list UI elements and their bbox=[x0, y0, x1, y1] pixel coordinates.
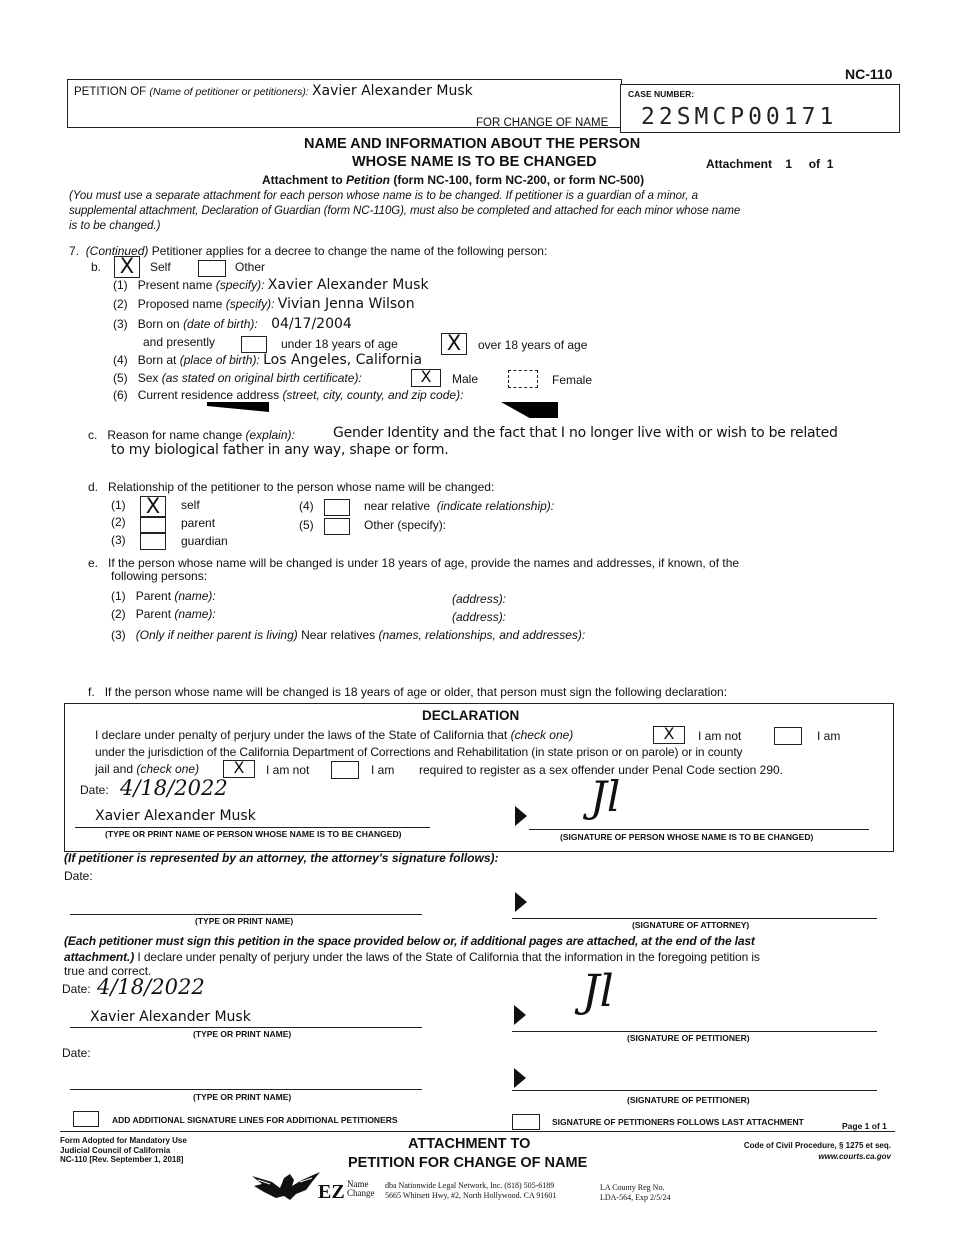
in-custody-checkbox[interactable] bbox=[774, 727, 802, 745]
parent2-row: (2) Parent (name): bbox=[111, 607, 216, 621]
relationship-guardian-checkbox[interactable] bbox=[140, 533, 166, 550]
petitioner-name-caption: (TYPE OR PRINT NAME) bbox=[193, 1029, 292, 1039]
parent2-address-label: (address): bbox=[452, 610, 507, 624]
not-sex-offender-label: I am not bbox=[266, 763, 310, 777]
reason-label: c. Reason for name change (explain): bbox=[88, 428, 295, 442]
declaration-name-caption: (TYPE OR PRINT NAME OF PERSON WHOSE NAME IS TO BE CHANGED) bbox=[105, 829, 402, 839]
declaration-printed-name[interactable]: Xavier Alexander Musk bbox=[95, 808, 256, 824]
instructions-line1: (You must use a separate attachment for each person whose name is to be changed. If petitioner is a guardian of a minor, a bbox=[69, 190, 699, 202]
petitioner-printed-name[interactable]: Xavier Alexander Musk bbox=[90, 1009, 251, 1025]
signature-follows-checkbox[interactable] bbox=[512, 1114, 540, 1130]
relationship-guardian-label: guardian bbox=[181, 534, 228, 548]
petitioner-date-value[interactable]: 4/18/2022 bbox=[97, 975, 205, 999]
relationship-parent-checkbox[interactable] bbox=[140, 516, 166, 533]
relationship-other-label: Other (specify): bbox=[364, 518, 447, 532]
declaration-signature[interactable]: Jl bbox=[590, 772, 621, 821]
relationship-self-label: self bbox=[181, 498, 200, 512]
parent1-address-label: (address): bbox=[452, 592, 507, 606]
reason-value-line1[interactable]: Gender Identity and the fact that I no longer live with or wish to be related bbox=[333, 425, 838, 441]
footer-divider bbox=[60, 1131, 895, 1132]
item7-b-label: b. bbox=[91, 260, 102, 274]
form-id: NC-110 bbox=[845, 66, 893, 82]
relationship-guardian-num: (3) bbox=[111, 533, 126, 547]
female-label: Female bbox=[552, 373, 593, 387]
relationship-parent-label: parent bbox=[181, 516, 216, 530]
petition-of-label: PETITION OF (Name of petitioner or petitioners): Xavier Alexander Musk bbox=[74, 83, 473, 99]
under18-label: under 18 years of age bbox=[281, 337, 398, 351]
case-number-label: CASE NUMBER: bbox=[628, 89, 695, 99]
male-checkbox[interactable]: X bbox=[411, 369, 441, 387]
relationship-other-checkbox[interactable] bbox=[324, 518, 350, 535]
declaration-signature-line bbox=[529, 829, 869, 830]
title-line1: NAME AND INFORMATION ABOUT THE PERSON bbox=[304, 136, 641, 152]
attorney-intro: (If petitioner is represented by an attorney, the attorney's signature follows): bbox=[64, 851, 499, 865]
relationship-parent-num: (2) bbox=[111, 515, 126, 529]
petitioner2-name-caption: (TYPE OR PRINT NAME) bbox=[193, 1092, 292, 1102]
instructions-line3: is to be changed.) bbox=[69, 220, 161, 232]
over18-label: over 18 years of age bbox=[478, 338, 588, 352]
other-label: Other bbox=[235, 260, 266, 274]
not-in-custody-checkbox[interactable]: X bbox=[653, 726, 685, 744]
declaration-signature-caption: (SIGNATURE OF PERSON WHOSE NAME IS TO BE CHANGED) bbox=[560, 832, 814, 842]
petitioner-signature[interactable]: Jl bbox=[582, 966, 614, 1017]
petitioner-signature-line bbox=[512, 1031, 877, 1032]
birth-place-row: (4) Born at (place of birth): Los Angeles, California bbox=[113, 352, 423, 368]
proposed-name-row: (2) Proposed name (specify): Vivian Jenna Wilson bbox=[113, 296, 415, 312]
petitioner-date-label: Date: bbox=[62, 982, 91, 996]
sign-here-arrow-icon bbox=[514, 1068, 526, 1088]
footer-title-line2: PETITION FOR CHANGE OF NAME bbox=[348, 1155, 588, 1171]
footer-left: Form Adopted for Mandatory Use Judicial Council of California NC-110 [Rev. September 1, 2018] bbox=[60, 1136, 187, 1164]
over18-checkbox[interactable]: X bbox=[441, 333, 467, 355]
item-f-text: f. If the person whose name will be changed is 18 years of age or older, that person must sign the following declaration: bbox=[88, 685, 728, 699]
relationship-self-num: (1) bbox=[111, 498, 126, 512]
parent1-row: (1) Parent (name): bbox=[111, 589, 216, 603]
attorney-name-line bbox=[70, 914, 422, 915]
signature-follows-label: SIGNATURE OF PETITIONERS FOLLOWS LAST ATTACHMENT bbox=[552, 1117, 804, 1127]
subtitle: Attachment to Petition (form NC-100, form NC-200, or form NC-500) bbox=[262, 173, 645, 187]
birth-date-row: (3) Born on (date of birth): 04/17/2004 bbox=[113, 316, 352, 332]
proposed-name-value[interactable]: Vivian Jenna Wilson bbox=[277, 296, 415, 312]
reason-value-line2[interactable]: to my biological father in any way, shape or form. bbox=[111, 442, 449, 458]
birth-date-value[interactable]: 04/17/2004 bbox=[271, 316, 352, 332]
case-number-value[interactable]: 22SMCP00171 bbox=[641, 104, 838, 130]
not-sex-offender-checkbox[interactable]: X bbox=[223, 760, 255, 778]
declaration-line3-rest: required to register as a sex offender under Penal Code section 290. bbox=[419, 763, 784, 777]
residence-address-row: (6) Current residence address (street, city, county, and zip code): bbox=[113, 388, 464, 402]
male-label: Male bbox=[452, 372, 479, 386]
item-e-line2: following persons: bbox=[111, 569, 208, 583]
eagle-logo-icon bbox=[250, 1168, 322, 1204]
title-line2: WHOSE NAME IS TO BE CHANGED bbox=[352, 154, 597, 170]
female-checkbox[interactable] bbox=[508, 370, 538, 388]
sex-offender-label: I am bbox=[371, 763, 395, 777]
item-e-line1: e. If the person whose name will be changed is under 18 years of age, provide the names and addresses, if known, of the bbox=[88, 556, 740, 570]
declaration-line2: under the jurisdiction of the California Department of Corrections and Rehabilitation (in state prison or on parole) or in county bbox=[95, 745, 743, 759]
vendor-info: dba Nationwide Legal Network, Inc. (818) 505-6189 5665 Whitsett Hwy, #2, North Hollywood. CA 91601 bbox=[385, 1181, 557, 1200]
redaction-mark bbox=[501, 402, 558, 418]
declaration-date-label: Date: bbox=[80, 783, 109, 797]
present-name-value[interactable]: Xavier Alexander Musk bbox=[267, 277, 429, 293]
petitioner2-name-line bbox=[70, 1089, 422, 1090]
other-checkbox[interactable] bbox=[198, 260, 226, 277]
instructions-line2: supplemental attachment, Declaration of Guardian (form NC-110G), must also be completed and attached for each minor whose name bbox=[69, 205, 741, 217]
petitioner-intro-line3: true and correct. bbox=[64, 964, 152, 978]
present-name-row: (1) Present name (specify): Xavier Alexander Musk bbox=[113, 277, 429, 293]
self-label: Self bbox=[150, 260, 171, 274]
near-relatives-row: (3) (Only if neither parent is living) Near relatives (names, relationships, and addresses): bbox=[111, 628, 586, 642]
relationship-heading: d. Relationship of the petitioner to the person whose name will be changed: bbox=[88, 480, 495, 494]
relationship-self-checkbox[interactable]: X bbox=[140, 496, 166, 518]
sign-here-arrow-icon bbox=[515, 892, 527, 912]
attorney-name-caption: (TYPE OR PRINT NAME) bbox=[195, 916, 294, 926]
declaration-title: DECLARATION bbox=[422, 708, 520, 723]
item7-heading: 7. (Continued) Petitioner applies for a decree to change the name of the following person: bbox=[69, 244, 548, 258]
redaction-mark bbox=[207, 402, 269, 412]
not-in-custody-label: I am not bbox=[698, 729, 742, 743]
birth-place-value[interactable]: Los Angeles, California bbox=[263, 352, 423, 368]
presently-label: and presently bbox=[143, 335, 216, 349]
declaration-date-value[interactable]: 4/18/2022 bbox=[120, 776, 228, 800]
add-signature-lines-label: ADD ADDITIONAL SIGNATURE LINES FOR ADDITIONAL PETITIONERS bbox=[112, 1115, 398, 1125]
relationship-relative-checkbox[interactable] bbox=[324, 499, 350, 516]
petitioner-intro-line2: attachment.) I declare under penalty of perjury under the laws of the State of California that the information in the foregoing petition is bbox=[64, 950, 760, 964]
logo-ez: EZ bbox=[318, 1181, 345, 1203]
relationship-relative-label: near relative (indicate relationship): bbox=[364, 499, 555, 513]
page-number: Page 1 of 1 bbox=[842, 1121, 887, 1131]
petitioner-name[interactable]: Xavier Alexander Musk bbox=[311, 83, 473, 99]
sign-here-arrow-icon bbox=[515, 806, 527, 826]
logo-name-change: Name Change bbox=[347, 1179, 375, 1198]
declaration-name-line bbox=[75, 827, 430, 828]
footer-right: Code of Civil Procedure, § 1275 et seq. www.courts.ca.gov bbox=[743, 1141, 891, 1161]
footer-title-line1: ATTACHMENT TO bbox=[408, 1136, 531, 1152]
vendor-registration: LA County Reg No. LDA-564, Exp 2/5/24 bbox=[600, 1183, 671, 1202]
under18-checkbox[interactable] bbox=[241, 336, 267, 353]
declaration-line3-prefix: jail and (check one) bbox=[95, 762, 200, 776]
attachment-counter: Attachment 1 of 1 bbox=[706, 157, 834, 171]
sign-here-arrow-icon bbox=[514, 1005, 526, 1025]
attorney-signature-line bbox=[512, 918, 877, 919]
petitioner-name-line bbox=[70, 1027, 422, 1028]
petitioner-intro-line1: (Each petitioner must sign this petition in the space provided below or, if additional pages are attached, at the end of the last bbox=[64, 934, 755, 948]
sex-offender-checkbox[interactable] bbox=[331, 761, 359, 779]
attorney-date-label: Date: bbox=[64, 869, 93, 883]
relationship-other-num: (5) bbox=[299, 518, 314, 532]
add-signature-lines-checkbox[interactable] bbox=[73, 1111, 99, 1127]
attorney-signature-caption: (SIGNATURE OF ATTORNEY) bbox=[632, 920, 750, 930]
petitioner2-date-label: Date: bbox=[62, 1046, 91, 1060]
declaration-line1: I declare under penalty of perjury under the laws of the State of California that (check one) bbox=[95, 728, 574, 742]
in-custody-label: I am bbox=[817, 729, 841, 743]
relationship-relative-num: (4) bbox=[299, 499, 314, 513]
petitioner-signature-caption: (SIGNATURE OF PETITIONER) bbox=[627, 1033, 750, 1043]
petitioner2-signature-caption: (SIGNATURE OF PETITIONER) bbox=[627, 1095, 750, 1105]
for-change-of-name-label: FOR CHANGE OF NAME bbox=[476, 117, 609, 129]
petitioner2-signature-line bbox=[512, 1090, 877, 1091]
self-checkbox[interactable]: X bbox=[114, 256, 140, 278]
sex-row: (5) Sex (as stated on original birth certificate): bbox=[113, 371, 362, 385]
